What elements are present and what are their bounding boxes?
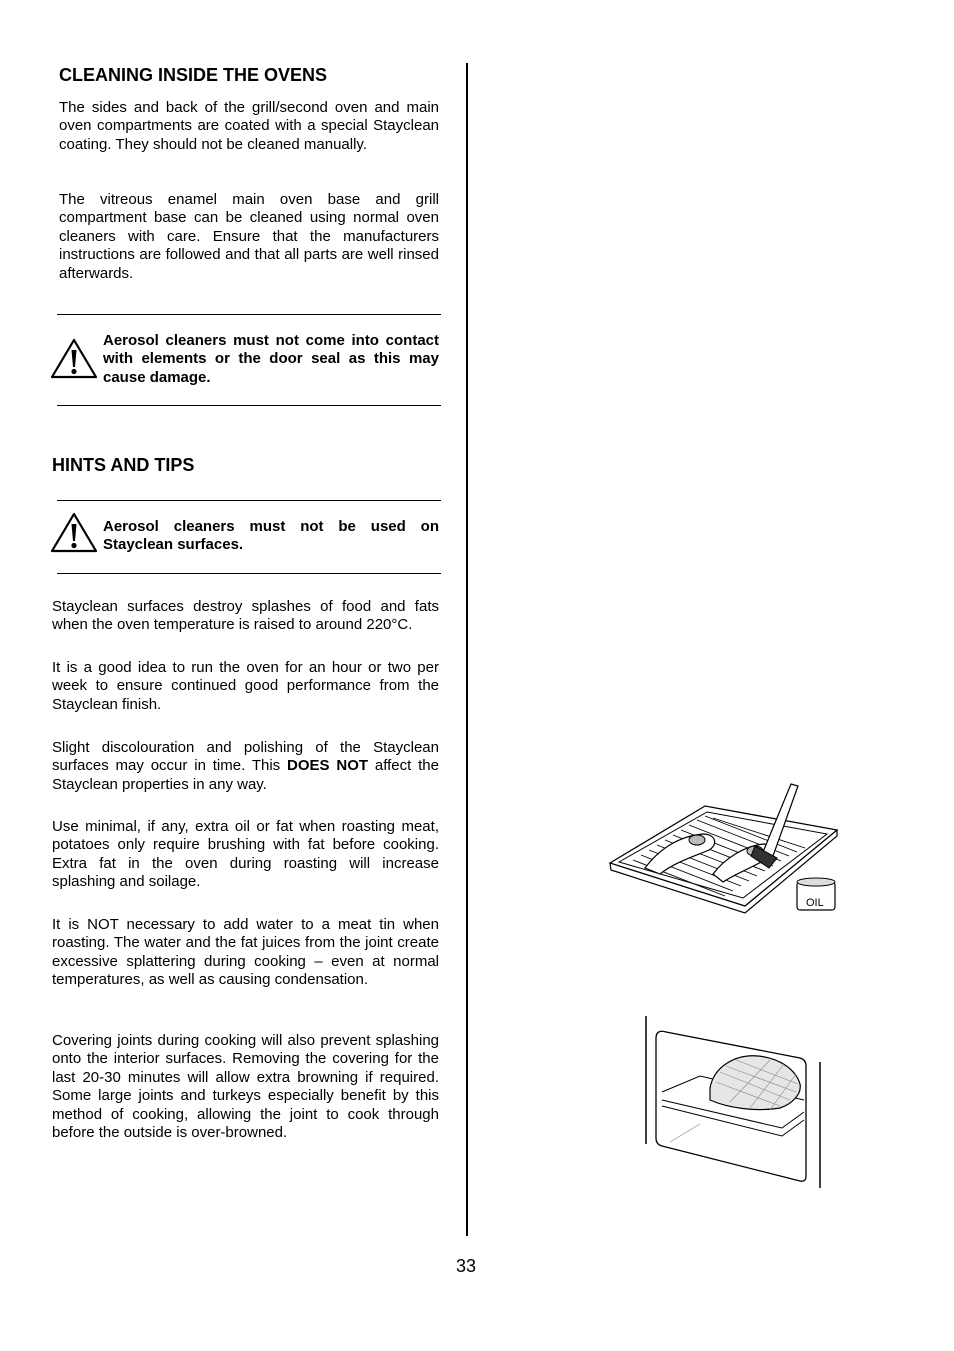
cleaning-paragraph-2: The vitreous enamel main oven base and grill compartment base can be cleaned using normal oven cleaners with care. Ensure that the manufacturers instructions are followed and that all parts are well rinsed afterwards.: [59, 191, 439, 282]
page-number: 33: [456, 1256, 477, 1276]
hints-paragraph-1: Stayclean surfaces destroy splashes of food and fats when the oven temperature is raised to around 220°C.: [52, 598, 439, 634]
divider: [57, 500, 441, 501]
section-heading-cleaning: CLEANING INSIDE THE OVENS: [59, 65, 328, 85]
divider: [57, 573, 441, 574]
covered-joint-oven-icon: [640, 1012, 825, 1192]
column-divider: [466, 63, 468, 1236]
roasting-tray-brush-icon: [605, 778, 850, 916]
emphasis-text: DOES NOT: [287, 757, 369, 775]
warning-text-elements: Aerosol cleaners must not come into contact with elements or the door seal as this may cause damage.: [103, 332, 439, 386]
warning-triangle-icon: [50, 338, 98, 380]
hints-paragraph-2: It is a good idea to run the oven for an hour or two per week to ensure continued good performance from the Stayclean finish.: [52, 659, 439, 713]
warning-text-stayclean: Aerosol cleaners must not be used on Stayclean surfaces.: [103, 518, 439, 554]
cleaning-paragraph-1: The sides and back of the grill/second oven and main oven compartments are coated with a special Stayclean coating. They should not be cleaned manually.: [59, 99, 439, 153]
hints-paragraph-3: Slight discolouration and polishing of the Stayclean surfaces may occur in time. This DOES NOT affect the Stayclean properties in any way.: [52, 739, 439, 793]
section-heading-hints: HINTS AND TIPS: [52, 455, 195, 475]
hints-paragraph-5: It is NOT necessary to add water to a meat tin when roasting. The water and the fat juices from the joint create excessive splattering during cooking – even at normal temperatures, as well as causing condensation.: [52, 916, 439, 989]
divider: [57, 314, 441, 315]
divider: [57, 405, 441, 406]
hints-paragraph-6: Covering joints during cooking will also prevent splashing onto the interior surfaces. Removing the covering for the last 20-30 minutes will allow extra browning if required. Some large joints and turkeys especially benefit by this method of cooking, allowing the joint to cook through before the outside is over-browned.: [52, 1032, 439, 1142]
oil-jar-label: OIL: [806, 897, 824, 909]
warning-triangle-icon: [50, 512, 98, 554]
hints-paragraph-4: Use minimal, if any, extra oil or fat when roasting meat, potatoes only require brushing with fat before cooking. Extra fat in the oven during roasting will increase splashing and soilage.: [52, 818, 439, 891]
